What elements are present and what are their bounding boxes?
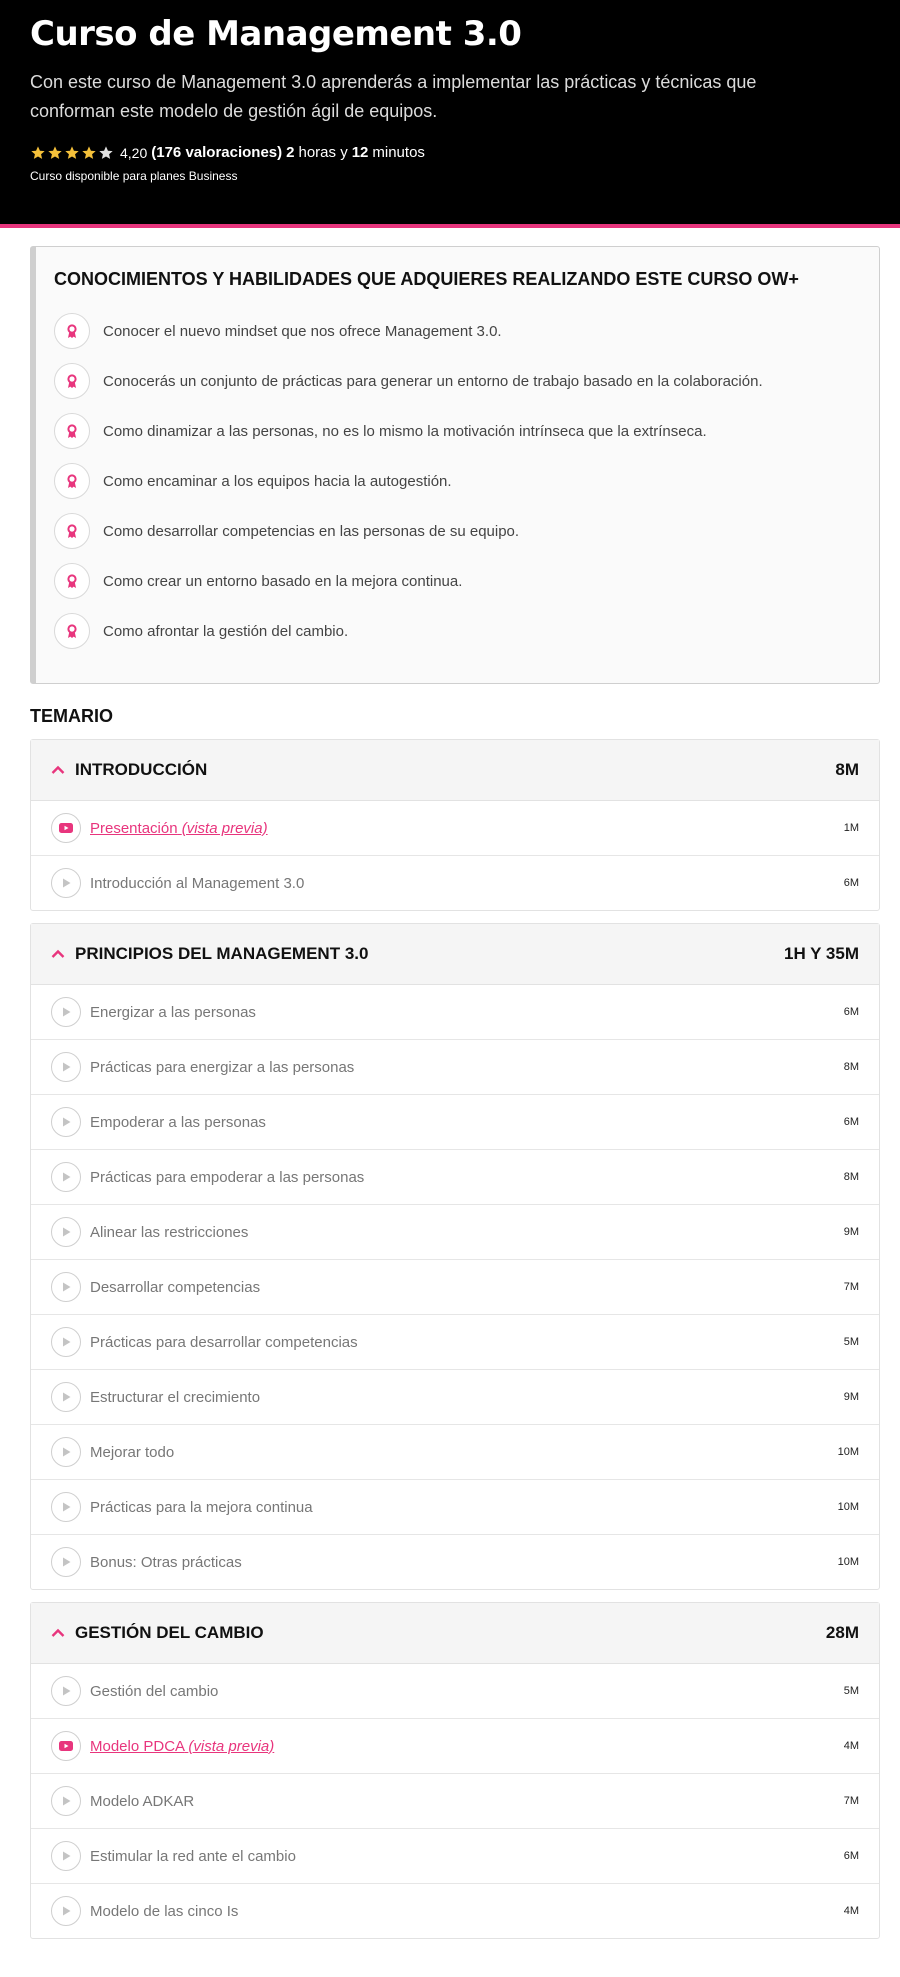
- section-duration: 1H Y 35M: [784, 944, 859, 963]
- lesson-left: [51, 813, 268, 843]
- lesson-title: [90, 1444, 174, 1461]
- lesson-duration: 9M: [843, 1226, 859, 1238]
- lesson-title-text: Gestión del cambio: [90, 1682, 219, 1700]
- lesson-title: [90, 1793, 194, 1810]
- award-ribbon-icon: [54, 563, 90, 599]
- lesson-row[interactable]: [31, 1719, 879, 1774]
- skill-item: [54, 506, 857, 556]
- lesson-row: [31, 1480, 879, 1535]
- skill-text: Como afrontar la gestión del cambio.: [103, 622, 349, 640]
- lesson-duration: 9M: [843, 1391, 859, 1403]
- lesson-row: [31, 1040, 879, 1095]
- chevron-up-icon[interactable]: [51, 1623, 65, 1643]
- skill-text: Como encaminar a los equipos hacia la autogestión.: [103, 472, 452, 490]
- skill-text: Como desarrollar competencias en las personas de su equipo.: [103, 522, 520, 540]
- lesson-title: [90, 1389, 260, 1406]
- lesson-left: [51, 1786, 194, 1816]
- star-icon: [47, 145, 63, 161]
- duration-minutes-label: minutos: [372, 144, 425, 161]
- lesson-title: [90, 1683, 218, 1700]
- star-icon: [64, 145, 80, 161]
- play-icon: [51, 1676, 81, 1706]
- award-ribbon-icon: [54, 413, 90, 449]
- section-title-wrap: [51, 944, 368, 964]
- lesson-row: [31, 1150, 879, 1205]
- play-icon: [51, 1547, 81, 1577]
- play-icon: [51, 1107, 81, 1137]
- lesson-duration: 10M: [837, 1501, 859, 1513]
- lesson-left: [51, 1382, 260, 1412]
- lesson-left: [51, 1676, 218, 1706]
- ratings-count: (176 valoraciones): [151, 144, 283, 161]
- video-preview-icon[interactable]: [51, 813, 81, 843]
- chevron-up-icon[interactable]: [51, 944, 65, 964]
- lesson-row: [31, 1425, 879, 1480]
- lesson-title-text: Prácticas para energizar a las personas: [90, 1058, 355, 1076]
- lesson-left: [51, 1052, 354, 1082]
- syllabus-section: [30, 1602, 880, 1939]
- lesson-title-text: Prácticas para desarrollar competencias: [90, 1333, 358, 1351]
- section-duration: 8M: [835, 760, 859, 779]
- play-icon: [51, 1437, 81, 1467]
- lesson-row: [31, 1315, 879, 1370]
- lesson-title: [90, 1114, 266, 1131]
- skill-item: [54, 306, 857, 356]
- section-title-wrap: [51, 1623, 264, 1643]
- lesson-row: [31, 856, 879, 910]
- lesson-duration: 10M: [837, 1556, 859, 1568]
- lesson-row: [31, 1370, 879, 1425]
- lesson-title-text: Bonus: Otras prácticas: [90, 1553, 242, 1571]
- duration-hours: 2: [286, 144, 295, 161]
- lesson-duration: 7M: [843, 1281, 859, 1293]
- lesson-title: [90, 1279, 260, 1296]
- lesson-duration: 4M: [843, 1905, 859, 1917]
- lesson-left: [51, 1841, 296, 1871]
- lesson-title-text: Energizar a las personas: [90, 1003, 256, 1021]
- lesson-title: [90, 875, 304, 892]
- lesson-duration: 8M: [843, 1061, 859, 1073]
- award-ribbon-icon: [54, 363, 90, 399]
- lesson-left: [51, 1217, 248, 1247]
- lesson-title: [90, 1169, 364, 1186]
- lesson-title-text: Modelo PDCA: [90, 1737, 185, 1755]
- lesson-title: [90, 1004, 256, 1021]
- chevron-up-icon[interactable]: [51, 760, 65, 780]
- lesson-title-text: Modelo ADKAR: [90, 1792, 195, 1810]
- play-icon: [51, 1162, 81, 1192]
- lesson-left: [51, 997, 256, 1027]
- play-icon: [51, 1896, 81, 1926]
- course-title: Curso de Management 3.0: [30, 14, 522, 54]
- lesson-row: [31, 1260, 879, 1315]
- play-icon: [51, 1382, 81, 1412]
- skill-text: Conocer el nuevo mindset que nos ofrece Management 3.0.: [103, 322, 502, 340]
- award-ribbon-icon: [54, 513, 90, 549]
- star-icon: [81, 145, 97, 161]
- lesson-left: [51, 1327, 358, 1357]
- lesson-left: [51, 1272, 260, 1302]
- play-icon: [51, 997, 81, 1027]
- lesson-duration: 1M: [843, 822, 859, 834]
- lesson-preview-link[interactable]: [90, 820, 268, 837]
- course-hero: [0, 0, 900, 228]
- lesson-title-text: Introducción al Management 3.0: [90, 874, 305, 892]
- lesson-duration: 6M: [843, 1006, 859, 1018]
- lesson-duration: 6M: [843, 877, 859, 889]
- lesson-duration: 8M: [843, 1171, 859, 1183]
- lesson-row: [31, 1095, 879, 1150]
- lesson-duration: 6M: [843, 1116, 859, 1128]
- lesson-left: [51, 1107, 266, 1137]
- lesson-title-text: Prácticas para empoderar a las personas: [90, 1168, 365, 1186]
- play-icon: [51, 1217, 81, 1247]
- lesson-duration: 5M: [843, 1336, 859, 1348]
- play-icon: [51, 1786, 81, 1816]
- skill-item: [54, 356, 857, 406]
- lesson-row[interactable]: [31, 801, 879, 856]
- section-title-wrap: [51, 760, 207, 780]
- lesson-title: [90, 1554, 242, 1571]
- lesson-title: [90, 1848, 296, 1865]
- lesson-left: [51, 1731, 274, 1761]
- lesson-title: [90, 1499, 313, 1516]
- award-ribbon-icon: [54, 313, 90, 349]
- lesson-title-text: Presentación: [90, 819, 178, 837]
- section-title: INTRODUCCIÓN: [75, 760, 208, 779]
- lesson-duration: 10M: [837, 1446, 859, 1458]
- play-icon: [51, 868, 81, 898]
- skill-item: [54, 456, 857, 506]
- section-header[interactable]: [31, 740, 879, 801]
- lesson-title-text: Modelo de las cinco Is: [90, 1902, 239, 1920]
- lesson-duration: 6M: [843, 1850, 859, 1862]
- lesson-left: [51, 1492, 313, 1522]
- skill-text: Como crear un entorno basado en la mejora continua.: [103, 572, 463, 590]
- rating-value: 4,20: [120, 144, 148, 161]
- lesson-title-text: Mejorar todo: [90, 1443, 175, 1461]
- skill-item: [54, 406, 857, 456]
- preview-label: (vista previa): [188, 1737, 275, 1755]
- section-header[interactable]: [31, 924, 879, 985]
- lesson-title: [90, 1059, 354, 1076]
- lesson-title: [90, 1334, 358, 1351]
- lesson-left: [51, 1896, 238, 1926]
- lesson-left: [51, 1547, 242, 1577]
- lesson-row: [31, 1205, 879, 1260]
- skill-item: [54, 556, 857, 606]
- availability-note: Curso disponible para planes Business: [30, 169, 238, 183]
- video-preview-icon[interactable]: [51, 1731, 81, 1761]
- play-icon: [51, 1327, 81, 1357]
- lesson-title-text: Estimular la red ante el cambio: [90, 1847, 296, 1865]
- award-ribbon-icon: [54, 613, 90, 649]
- lesson-title-text: Alinear las restricciones: [90, 1223, 249, 1241]
- duration-minutes: 12: [351, 144, 369, 161]
- duration-hours-label: horas y: [298, 144, 348, 161]
- lesson-title: [90, 1224, 248, 1241]
- lesson-left: [51, 1162, 364, 1192]
- syllabus-section: [30, 739, 880, 911]
- lesson-duration: 4M: [843, 1740, 859, 1752]
- section-title: GESTIÓN DEL CAMBIO: [75, 1623, 264, 1642]
- lesson-title-text: Estructurar el crecimiento: [90, 1388, 261, 1406]
- syllabus-heading: TEMARIO: [30, 706, 113, 726]
- skills-list: [54, 306, 857, 656]
- lesson-row: [31, 1664, 879, 1719]
- play-icon: [51, 1492, 81, 1522]
- syllabus-section: [30, 923, 880, 1590]
- skills-box: [30, 246, 880, 684]
- lesson-title-text: Desarrollar competencias: [90, 1278, 261, 1296]
- lesson-left: [51, 868, 304, 898]
- star-icon: [30, 145, 46, 161]
- lesson-title-text: Prácticas para la mejora continua: [90, 1498, 313, 1516]
- rating-stars: [30, 145, 114, 161]
- section-header[interactable]: [31, 1603, 879, 1664]
- play-icon: [51, 1272, 81, 1302]
- play-icon: [51, 1052, 81, 1082]
- skills-heading: CONOCIMIENTOS Y HABILIDADES QUE ADQUIERES REALIZANDO ESTE CURSO OW+: [54, 269, 799, 289]
- lesson-row: [31, 1884, 879, 1938]
- syllabus: [0, 739, 900, 1939]
- star-icon: [98, 145, 114, 161]
- lesson-row: [31, 1829, 879, 1884]
- lesson-row: [31, 1774, 879, 1829]
- course-description: Con este curso de Management 3.0 aprenderás a implementar las prácticas y técnicas que conforman este modelo de gestión ágil de equipos.: [30, 72, 757, 121]
- section-duration: 28M: [825, 1623, 859, 1642]
- lesson-duration: 5M: [843, 1685, 859, 1697]
- lesson-duration: 7M: [843, 1795, 859, 1807]
- lesson-row: [31, 1535, 879, 1589]
- lesson-left: [51, 1437, 174, 1467]
- lesson-row: [31, 985, 879, 1040]
- lesson-preview-link[interactable]: [90, 1738, 274, 1755]
- lesson-title: [90, 1903, 238, 1920]
- skill-text: Conocerás un conjunto de prácticas para generar un entorno de trabajo basado en la colaboración.: [103, 372, 763, 390]
- lesson-title-text: Empoderar a las personas: [90, 1113, 266, 1131]
- skill-item: [54, 606, 857, 656]
- skill-text: Como dinamizar a las personas, no es lo mismo la motivación intrínseca que la extrínseca.: [103, 422, 707, 440]
- course-rating: [30, 144, 870, 161]
- play-icon: [51, 1841, 81, 1871]
- section-title: PRINCIPIOS DEL MANAGEMENT 3.0: [75, 944, 369, 963]
- preview-label: (vista previa): [181, 819, 268, 837]
- award-ribbon-icon: [54, 463, 90, 499]
